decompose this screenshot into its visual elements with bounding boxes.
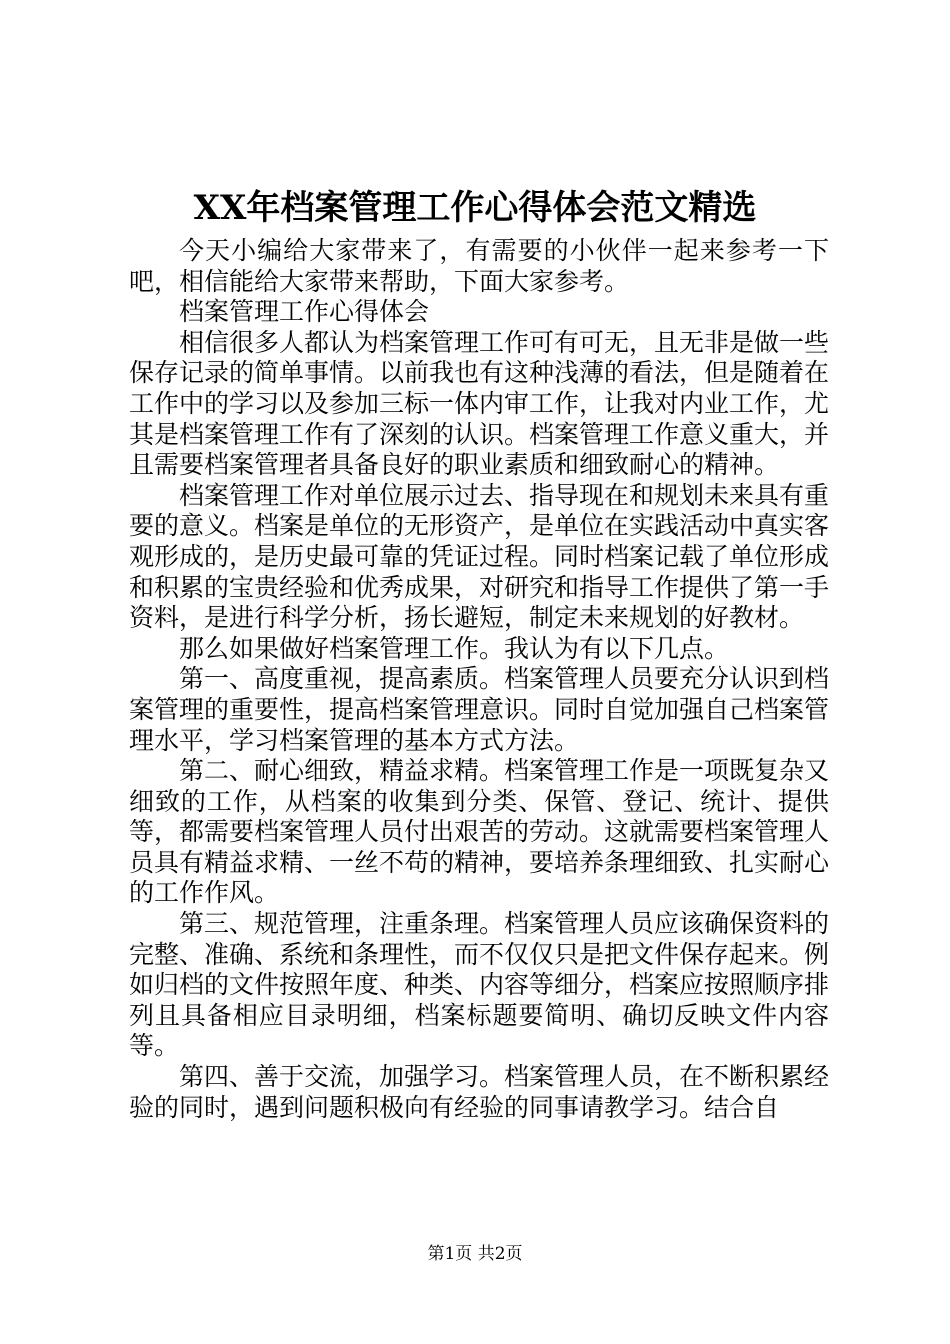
paragraph: 那么如果做好档案管理工作。我认为有以下几点。 (179, 633, 730, 663)
document-title: XX年档案管理工作心得体会范文精选 (193, 188, 757, 228)
paragraph: 档案管理工作对单位展示过去、指导现在和规划未来具有重要的意义。档案是单位的无形资产，是单位在实践活动中真实客观形成的，是历史最可靠的凭证过程。同时档案记载了单位形成和积累的宝贵经验和优秀成果，对研究和指导工作提供了第一手资料，是进行科学分析，扬长避短，制定未来规划的好教材。 (129, 480, 830, 633)
section-heading: 档案管理工作心得体会 (179, 297, 430, 327)
paragraph-point-1: 第一、高度重视，提高素质。档案管理人员要充分认识到档案管理的重要性，提高档案管理意识。同时自觉加强自己档案管理水平，学习档案管理的基本方式方法。 (129, 664, 830, 755)
paragraph: 相信很多人都认为档案管理工作可有可无，且无非是做一些保存记录的简单事情。以前我也有这种浅薄的看法，但是随着在工作中的学习以及参加三标一体内审工作，让我对内业工作，尤其是档案管理工作有了深刻的认识。档案管理工作意义重大，并且需要档案管理者具备良好的职业素质和细致耐心的精神。 (129, 327, 830, 480)
page-number-footer: 第1页 共2页 (427, 1244, 523, 1264)
paragraph-point-2: 第二、耐心细致，精益求精。档案管理工作是一项既复杂又细致的工作，从档案的收集到分类、保管、登记、统计、提供等，都需要档案管理人员付出艰苦的劳动。这就需要档案管理人员具有精益求精、一丝不苟的精神，要培养条理细致、扎实耐心的工作作风。 (129, 756, 830, 908)
paragraph-intro: 今天小编给大家带来了，有需要的小伙伴一起来参考一下吧，相信能给大家带来帮助，下面大家参考。 (129, 236, 829, 296)
paragraph-point-4: 第四、善于交流，加强学习。档案管理人员，在不断积累经验的同时，遇到问题积极向有经验的同事请教学习。结合自 (129, 1062, 830, 1122)
paragraph-point-3: 第三、规范管理，注重条理。档案管理人员应该确保资料的完整、准确、系统和条理性，而不仅仅只是把文件保存起来。例如归档的文件按照年度、种类、内容等细分，档案应按照顺序排列且具备相应目录明细，档案标题要简明、确切反映文件内容等。 (129, 909, 830, 1061)
document-body (129, 236, 829, 1123)
